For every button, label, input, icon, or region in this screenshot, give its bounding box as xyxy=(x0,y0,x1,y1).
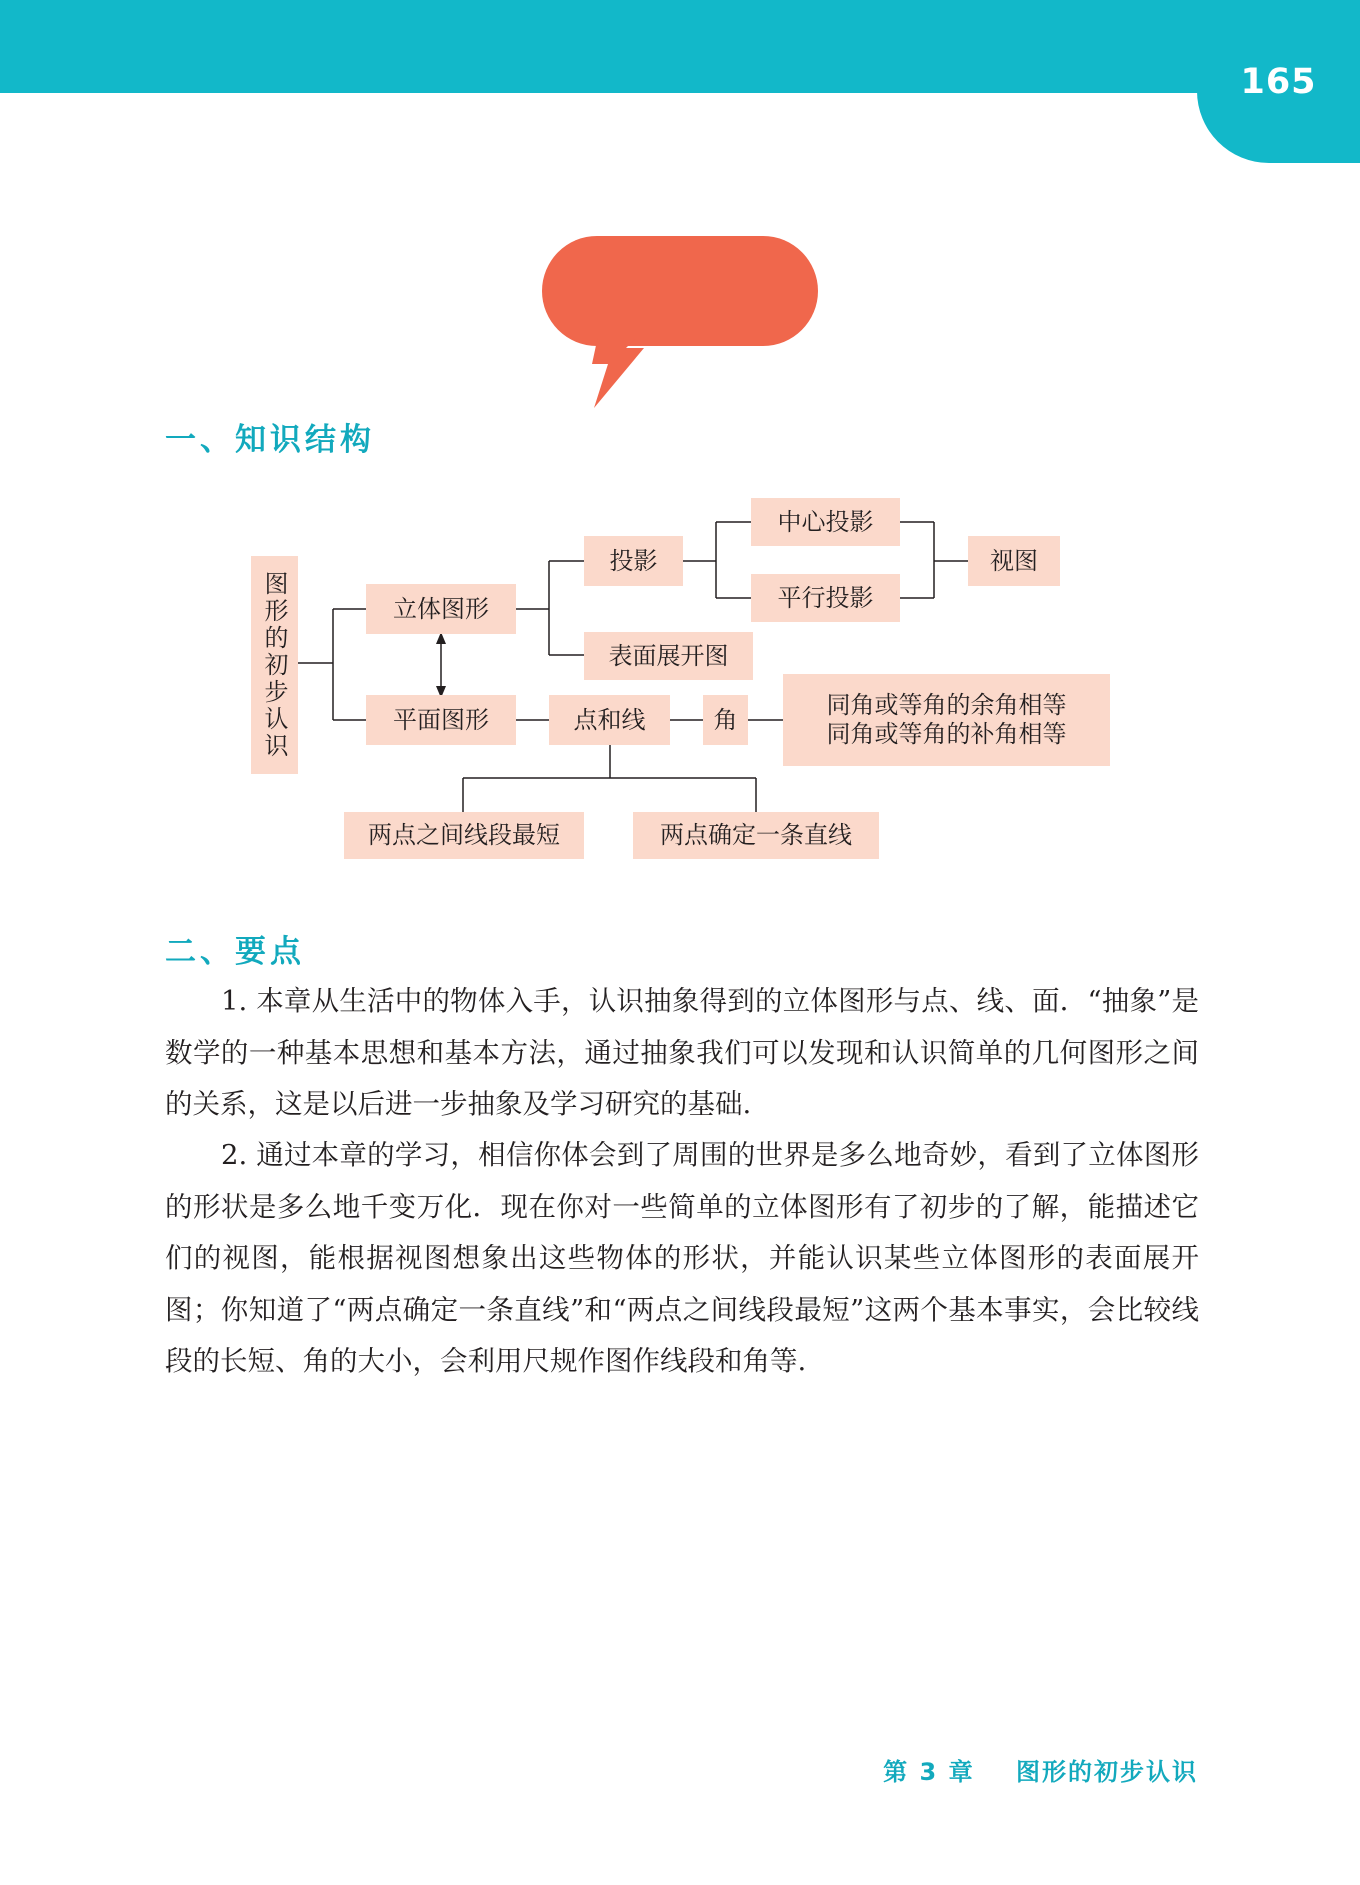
section-heading-key-points: 二、要点 xyxy=(165,934,305,970)
diagram-points-lines-label: 点和线 xyxy=(573,705,646,734)
diagram-central-projection-box xyxy=(751,498,900,546)
diagram-parallel-projection-box xyxy=(751,574,900,622)
diagram-projection-box xyxy=(584,536,683,586)
footer-title: 图形的初步认识 xyxy=(1016,1758,1198,1786)
paragraph-2: 2. 通过本章的学习，相信你体会到了周围的世界是多么地奇妙，看到了立体图形的形状是多么地千变万化．现在你对一些简单的立体图形有了初步的了解，能描述它们的视图，能根据视图想象出这些物体的形状，并能认识某些立体图形的表面展开图；你知道了“两点确定一条直线”和“两点之间线段最短”这两个基本事实，会比较线段的长短、角的大小，会利用尺规作图作线段和角等. xyxy=(165,1139,1199,1377)
footer-running-head xyxy=(883,1752,1198,1787)
diagram-points-lines-box xyxy=(549,695,670,745)
diagram-shortest-box xyxy=(344,812,584,859)
section-heading-structure: 一、知识结构 xyxy=(165,422,375,458)
speech-bubble-decoration xyxy=(538,236,822,412)
footer-chapter: 第 3 章 xyxy=(883,1758,975,1786)
diagram-determine-line-box xyxy=(633,812,879,859)
diagram-central-projection-label: 中心投影 xyxy=(777,507,874,536)
diagram-shortest-label: 两点之间线段最短 xyxy=(368,821,560,850)
diagram-root-label: 图形的初步认识 xyxy=(260,570,288,760)
diagram-angle-fact-complement: 同角或等角的余角相等 xyxy=(826,691,1067,720)
diagram-angle-fact-supplement: 同角或等角的补角相等 xyxy=(826,720,1067,748)
diagram-root-box xyxy=(251,556,298,774)
diagram-projection-label: 投影 xyxy=(609,546,658,575)
diagram-angle-label: 角 xyxy=(713,705,738,734)
diagram-determine-line-label: 两点确定一条直线 xyxy=(660,821,852,850)
diagram-view-label: 视图 xyxy=(990,546,1038,575)
diagram-plane-label: 平面图形 xyxy=(393,705,489,734)
header-band xyxy=(0,0,1360,93)
diagram-solid-box xyxy=(366,584,516,634)
diagram-angle-box xyxy=(703,695,748,745)
diagram-parallel-projection-label: 平行投影 xyxy=(777,583,874,612)
paragraph-1: 1. 本章从生活中的物体入手，认识抽象得到的立体图形与点、线、面．“抽象”是数学的一种基本思想和基本方法，通过抽象我们可以发现和认识简单的几何图形之间的关系，这是以后进一步抽象及学习研究的基础. xyxy=(165,985,1199,1120)
diagram-net-label: 表面展开图 xyxy=(608,641,729,670)
page-number: 165 xyxy=(1240,62,1317,102)
diagram-plane-box xyxy=(366,695,516,745)
diagram-net-box xyxy=(584,632,753,680)
diagram-view-box xyxy=(968,536,1060,586)
diagram-solid-label: 立体图形 xyxy=(393,594,489,623)
diagram-angle-facts-box xyxy=(783,674,1110,766)
